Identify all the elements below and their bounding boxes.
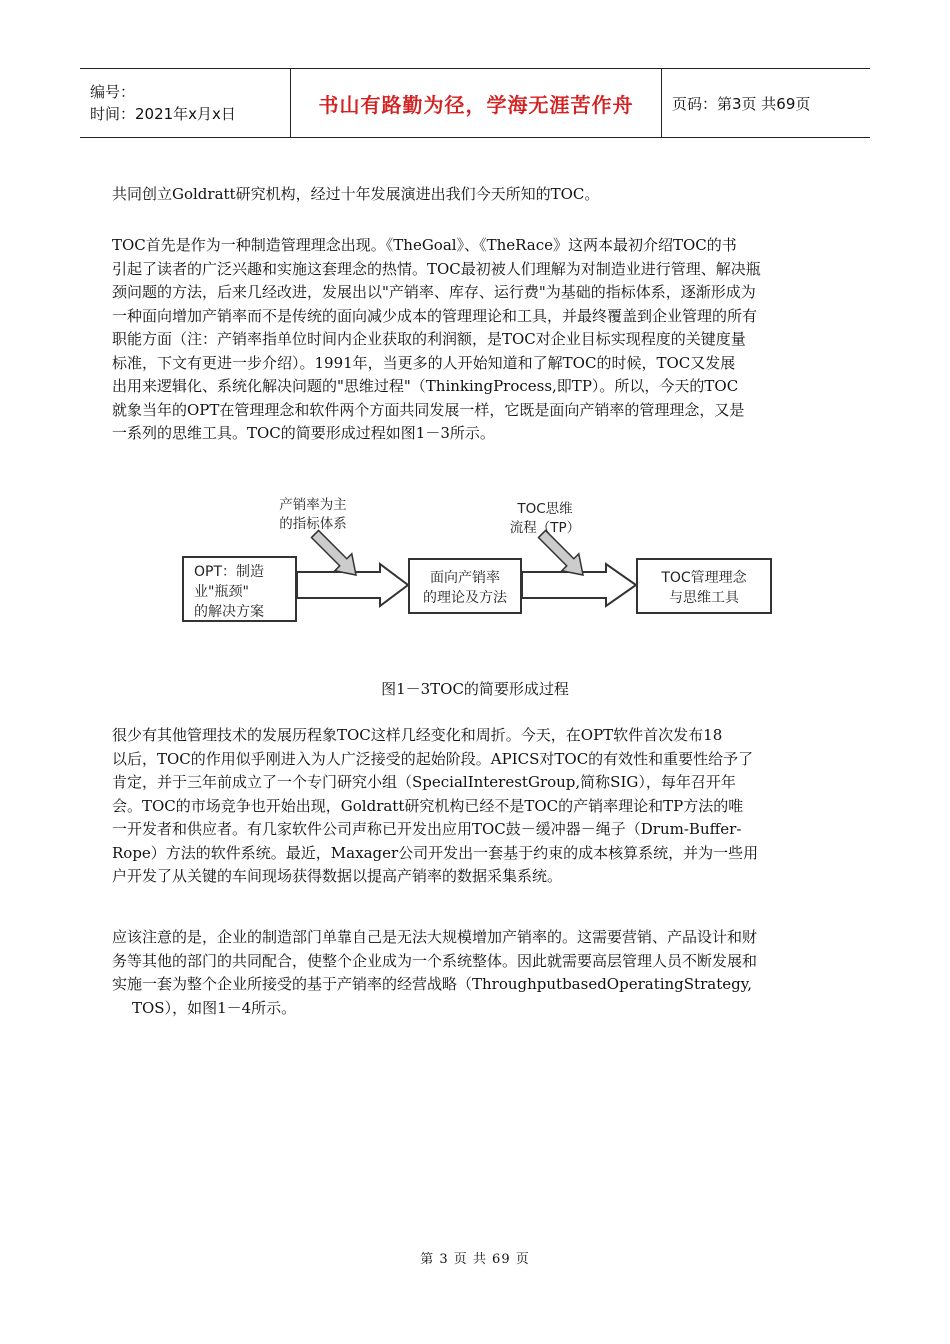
text-line: 标准，下文有更进一步介绍）。1991年，当更多的人开始知道和了解TOC的时候，TOC又发展 [112, 353, 736, 372]
doc-number-label: 编号： [90, 83, 136, 101]
text-line: 共同创立Goldratt研究机构，经过十年发展演进出我们今天所知的TOC。 [112, 185, 600, 203]
header-motto: 书山有路勤为径，学海无涯苦作舟 [318, 92, 634, 117]
page-footer: 第 3 页 共 69 页 [420, 1252, 530, 1267]
label-line: 产销率为主 [279, 497, 347, 513]
text-line: TOS），如图1－4所示。 [132, 998, 297, 1017]
text-line: TOC首先是作为一种制造管理理念出现。《TheGoal》、《TheRace》这两本最初介绍TOC的书 [112, 236, 737, 254]
box-line: 的解决方案 [194, 604, 264, 620]
paragraph-4 [112, 926, 842, 1020]
text-line: 以后，TOC的作用似乎刚进入为人广泛接受的起始阶段。APICS对TOC的有效性和重要性给予了 [112, 749, 754, 768]
box-line: TOC管理理念 [661, 570, 747, 586]
text-line: 一开发者和供应者。有几家软件公司声称已开发出应用TOC鼓－缓冲器－绳子（Drum-Buffer- [112, 820, 742, 838]
box-line: 面向产销率 [430, 570, 500, 586]
text-line: Rope）方法的软件系统。最近，Maxager公司开发出一套基于约束的成本核算系统，并为一些用 [112, 843, 759, 862]
box-line: 业"瓶颈" [194, 584, 249, 600]
header-page-info: 页码：第3页 共69页 [672, 94, 811, 113]
label-line: TOC思维 [517, 501, 573, 517]
paragraph-3 [112, 724, 842, 889]
page-header [80, 68, 870, 138]
text-line: 出用来逻辑化、系统化解决问题的"思维过程"（ThinkingProcess,即TP）。所以，今天的TOC [112, 377, 739, 395]
text-line: 户开发了从关键的车间现场获得数据以提高产销率的数据采集系统。 [112, 867, 563, 885]
text-line: 一系列的思维工具。TOC的简要形成过程如图1－3所示。 [112, 424, 495, 442]
text-line: 应该注意的是，企业的制造部门单靠自己是无法大规模增加产销率的。这需要营销、产品设计和财 [112, 928, 758, 946]
label-line: 的指标体系 [279, 516, 347, 532]
box-line: 与思维工具 [669, 590, 739, 606]
header-motto-cell [290, 69, 662, 137]
doc-date: 时间：2021年x月x日 [90, 105, 236, 123]
text-line: 就象当年的OPT在管理理念和软件两个方面共同发展一样，它既是面向产销率的管理理念，又是 [112, 400, 745, 419]
text-line: 务等其他的部门的共同配合，使整个企业成为一个系统整体。因此就需要高层管理人员不断发展和 [112, 951, 758, 970]
header-page-cell [662, 69, 870, 137]
text-line: 一种面向增加产销率而不是传统的面向减少成本的管理理论和工具，并最终覆盖到企业管理的所有 [112, 306, 758, 325]
box-line: OPT：制造 [194, 564, 265, 580]
box-throughput-theory [408, 558, 522, 614]
figure-caption: 图1－3TOC的简要形成过程 [381, 680, 569, 698]
label-line: 流程（TP） [509, 520, 581, 536]
input-label-metrics [265, 496, 361, 534]
paragraph-2 [112, 234, 842, 446]
header-meta [80, 69, 290, 137]
text-line: 实施一套为整个企业所接受的基于产销率的经营战略（ThroughputbasedOperatingStrategy, [112, 975, 752, 993]
paragraph-1 [112, 183, 842, 207]
box-opt-solution [182, 556, 297, 622]
input-label-tp [500, 500, 590, 538]
text-line: 颈问题的方法，后来几经改进，发展出以"产销率、库存、运行费"为基础的指标体系，逐渐形成为 [112, 283, 756, 301]
text-line: 引起了读者的广泛兴趣和实施这套理念的热情。TOC最初被人们理解为对制造业进行管理、解决瓶 [112, 259, 761, 278]
text-line: 职能方面（注：产销率指单位时间内企业获取的利润额，是TOC对企业目标实现程度的关键度量 [112, 330, 746, 348]
text-line: 会。TOC的市场竞争也开始出现，Goldratt研究机构已经不是TOC的产销率理论和TP方法的唯 [112, 796, 744, 815]
text-line: 很少有其他管理技术的发展历程象TOC这样几经变化和周折。今天，在OPT软件首次发布18 [112, 726, 723, 744]
figure-toc-formation [180, 490, 780, 630]
box-toc-tools [636, 558, 772, 614]
text-line: 肯定，并于三年前成立了一个专门研究小组（SpecialInterestGroup,简称SIG），每年召开年 [112, 773, 736, 791]
box-line: 的理论及方法 [423, 590, 507, 606]
